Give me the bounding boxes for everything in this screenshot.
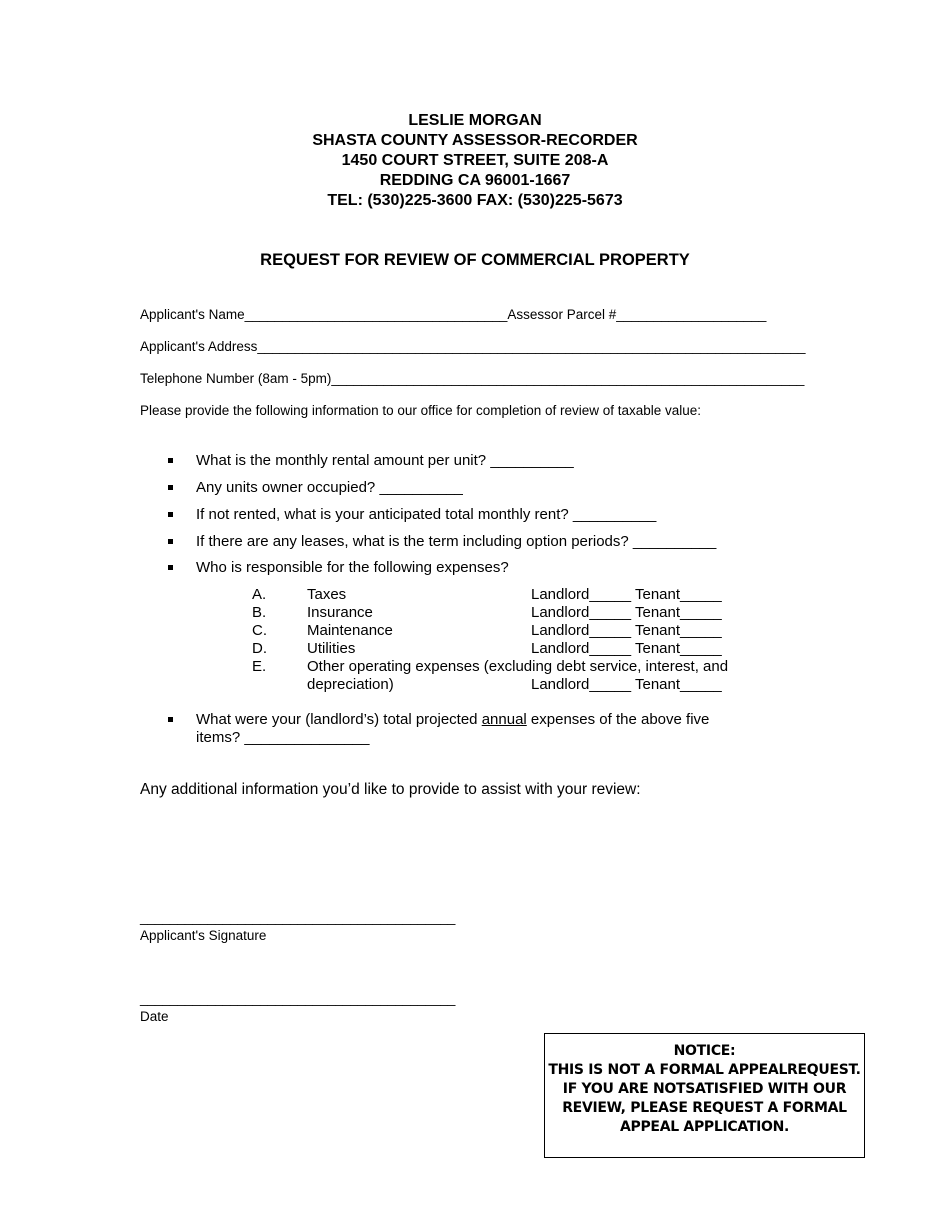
expense-letter: C. [252, 622, 267, 639]
assessor-header [0, 111, 950, 211]
landlord-field[interactable]: Landlord_____ [531, 640, 632, 657]
notice-box [544, 1033, 865, 1158]
date-field[interactable]: __________________________________________ [140, 991, 456, 1006]
bullet-square-icon [168, 565, 173, 570]
signature-field[interactable]: __________________________________________ [140, 910, 456, 925]
applicant-address-field[interactable]: _________________________________________________________________________ [257, 339, 806, 354]
expense-responsibility[interactable] [531, 586, 722, 604]
question-text[interactable]: What is the monthly rental amount per unit? __________ [196, 452, 574, 469]
landlord-field[interactable]: Landlord_____ [531, 622, 632, 639]
tenant-field[interactable]: Tenant_____ [635, 640, 722, 657]
question-text[interactable] [196, 711, 709, 729]
landlord-field[interactable]: Landlord_____ [531, 604, 632, 621]
landlord-field[interactable]: Landlord_____ [531, 676, 632, 693]
expense-responsibility[interactable] [531, 604, 722, 622]
annual-question-line2[interactable]: items? _______________ [196, 729, 370, 746]
applicant-name-field[interactable]: ___________________________________ [244, 307, 508, 322]
applicant-address-row [140, 339, 806, 355]
assessor-office: SHASTA COUNTY ASSESSOR-RECORDER [312, 132, 638, 149]
bullet-square-icon [168, 512, 173, 517]
bullet-square-icon [168, 717, 173, 722]
expense-responsibility[interactable] [531, 676, 722, 694]
telephone-row [140, 371, 804, 387]
notice-line: IF YOU ARE NOTSATISFIED WITH OUR [562, 1081, 847, 1097]
assessor-phone-fax: TEL: (530)225-3600 FAX: (530)225-5673 [327, 192, 623, 209]
question-text[interactable]: Any units owner occupied? __________ [196, 479, 463, 496]
expense-letter: E. [252, 658, 267, 675]
bullet-square-icon [168, 539, 173, 544]
expense-letter: D. [252, 640, 267, 657]
question-text: Who is responsible for the following expenses? [196, 559, 509, 576]
expense-name: Insurance [307, 604, 373, 621]
parcel-label: Assessor Parcel # [507, 307, 617, 322]
assessor-city: REDDING CA 96001-1667 [379, 172, 571, 189]
tenant-field[interactable]: Tenant_____ [635, 604, 722, 621]
question-text[interactable]: If there are any leases, what is the term including option periods? __________ [196, 533, 717, 550]
annual-underlined: annual [481, 711, 527, 728]
notice-line: APPEAL APPLICATION. [619, 1119, 790, 1135]
date-label: Date [140, 1009, 169, 1024]
bullet-square-icon [168, 458, 173, 463]
assessor-name: LESLIE MORGAN [408, 112, 542, 129]
annual-question-after: expenses of the above five [526, 711, 710, 728]
expense-responsibility[interactable] [531, 622, 722, 640]
notice-title: NOTICE: [673, 1043, 736, 1059]
notice-line: REVIEW, PLEASE REQUEST A FORMAL [562, 1100, 847, 1116]
telephone-label: Telephone Number (8am - 5pm) [140, 371, 332, 386]
expense-letter: B. [252, 604, 267, 621]
assessor-street: 1450 COURT STREET, SUITE 208-A [341, 152, 609, 169]
signature-label: Applicant's Signature [140, 928, 267, 943]
tenant-field[interactable]: Tenant_____ [635, 622, 722, 639]
annual-question-before: What were your (landlord’s) total projected [196, 711, 482, 728]
applicant-address-label: Applicant's Address [140, 339, 258, 354]
parcel-field[interactable]: ____________________ [616, 307, 767, 322]
telephone-field[interactable]: _______________________________________________________________ [331, 371, 805, 386]
expense-name: Utilities [307, 640, 356, 657]
expense-responsibility[interactable] [531, 640, 722, 658]
applicant-name-label: Applicant's Name [140, 307, 245, 322]
expense-name: Maintenance [307, 622, 393, 639]
tenant-field[interactable]: Tenant_____ [635, 676, 722, 693]
landlord-field[interactable]: Landlord_____ [531, 586, 632, 603]
notice-line: THIS IS NOT A FORMAL APPEALREQUEST. [548, 1062, 861, 1078]
form-title: REQUEST FOR REVIEW OF COMMERCIAL PROPERTY [260, 251, 690, 269]
question-text[interactable]: If not rented, what is your anticipated total monthly rent? __________ [196, 506, 657, 523]
intro-text: Please provide the following information to our office for completion of review of taxable value: [140, 403, 702, 418]
expense-name: Taxes [307, 586, 347, 603]
expense-letter: A. [252, 586, 267, 603]
tenant-field[interactable]: Tenant_____ [635, 586, 722, 603]
additional-info-prompt: Any additional information you’d like to provide to assist with your review: [140, 781, 641, 798]
applicant-name-row [140, 307, 766, 323]
expense-name: Other operating expenses (excluding debt service, interest, and [307, 658, 729, 675]
expense-name-continued: depreciation) [307, 676, 394, 693]
bullet-square-icon [168, 485, 173, 490]
